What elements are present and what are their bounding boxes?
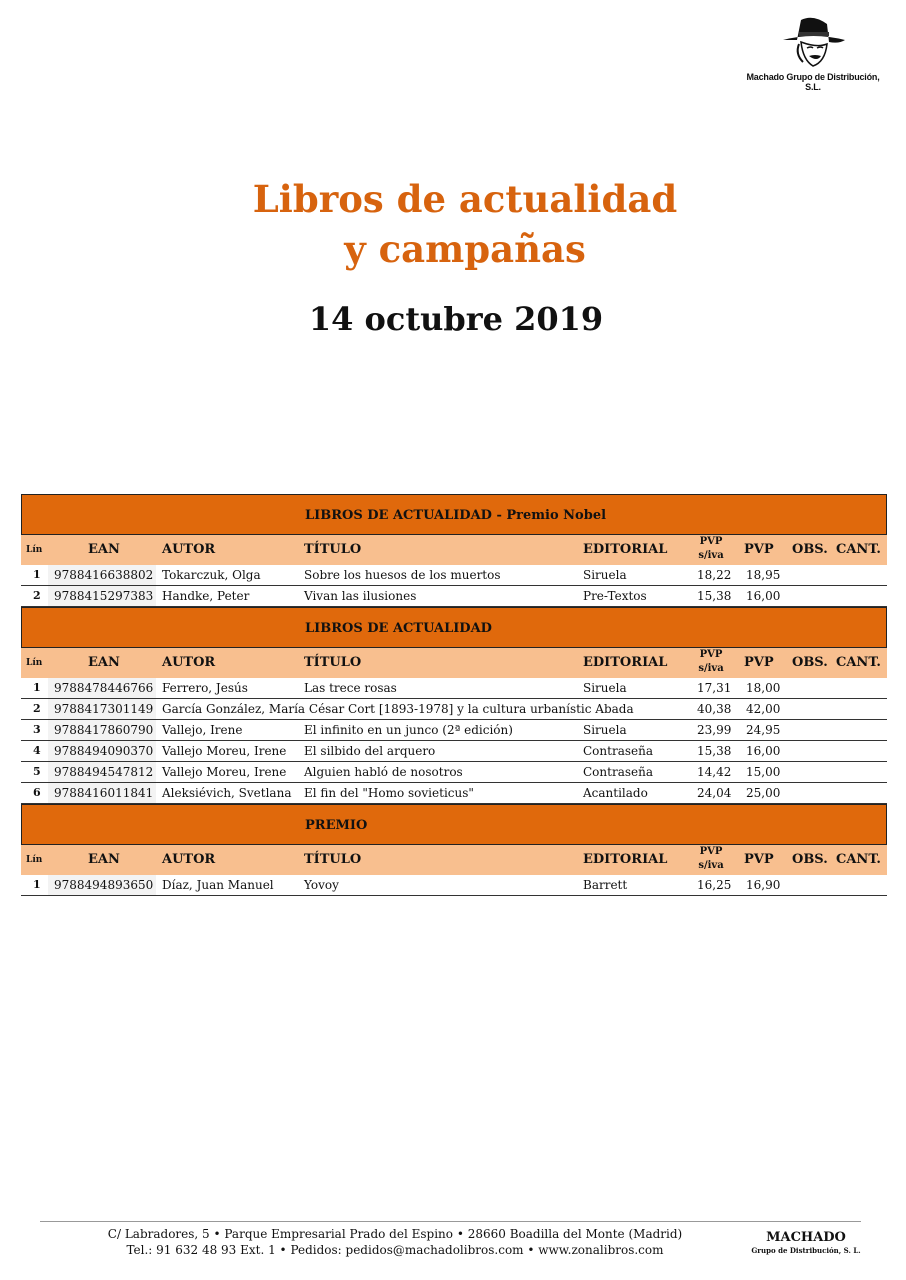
col-lin-header: Lín <box>26 658 43 668</box>
cell-autor: Vallejo Moreu, Irene <box>162 765 287 779</box>
col-pvp-siva-line-1: PVP <box>699 846 723 857</box>
cell-lin: 1 <box>33 878 41 891</box>
section-title: LIBROS DE ACTUALIDAD <box>305 621 492 636</box>
footer-divider <box>40 1221 861 1222</box>
table-row <box>21 875 887 896</box>
col-obs-header: OBS. <box>792 852 828 867</box>
catalog-tables <box>21 494 887 896</box>
cell-titulo: Las trece rosas <box>304 681 397 695</box>
section-title: PREMIO <box>305 818 368 833</box>
cell-lin: 1 <box>33 681 41 694</box>
cell-pvp-siva: 23,99 <box>697 723 732 737</box>
col-titulo-header: TÍTULO <box>304 655 362 670</box>
col-autor-header: AUTOR <box>162 542 216 557</box>
cell-editorial: Barrett <box>583 878 628 892</box>
cell-pvp-siva: 15,38 <box>697 744 732 758</box>
cell-ean: 9788478446766 <box>48 678 156 698</box>
table-row <box>21 741 887 762</box>
cell-editorial: Siruela <box>583 723 627 737</box>
cell-autor: Handke, Peter <box>162 589 250 603</box>
col-editorial-header: EDITORIAL <box>583 852 668 867</box>
col-pvp-siva-line-1: PVP <box>699 536 723 547</box>
cell-ean: 9788494547812 <box>48 762 156 782</box>
col-obs-header: OBS. <box>792 655 828 670</box>
cell-pvp-siva: 18,22 <box>697 568 732 582</box>
column-header-row <box>21 648 887 678</box>
column-header-row <box>21 845 887 875</box>
col-pvp-siva-header <box>695 535 727 563</box>
column-header-row <box>21 535 887 565</box>
cell-lin: 1 <box>33 568 41 581</box>
cell-ean: 9788416638802 <box>48 565 156 585</box>
cell-pvp-siva: 40,38 <box>697 702 732 716</box>
col-ean-header: EAN <box>88 852 120 867</box>
page-title <box>0 174 906 274</box>
col-pvp-siva-line-2: s/iva <box>698 860 724 871</box>
cell-pvp-siva: 16,25 <box>697 878 732 892</box>
cell-lin: 2 <box>33 589 41 602</box>
logo-caption: Machado Grupo de Distribución, S.L. <box>746 72 880 92</box>
col-ean-header: EAN <box>88 542 120 557</box>
cell-pvp: 16,00 <box>746 744 781 758</box>
table-row <box>21 565 887 586</box>
col-editorial-header: EDITORIAL <box>583 542 668 557</box>
cell-lin: 3 <box>33 723 41 736</box>
cell-pvp: 18,00 <box>746 681 781 695</box>
cell-autor: Díaz, Juan Manuel <box>162 878 274 892</box>
cell-ean: 9788415297383 <box>48 586 156 606</box>
col-pvp-siva-line-2: s/iva <box>698 663 724 674</box>
table-row <box>21 699 887 720</box>
cell-lin: 4 <box>33 744 41 757</box>
cell-lin: 5 <box>33 765 41 778</box>
col-titulo-header: TÍTULO <box>304 542 362 557</box>
cell-pvp: 42,00 <box>746 702 781 716</box>
cell-pvp-siva: 14,42 <box>697 765 732 779</box>
company-logo <box>738 10 888 94</box>
cell-titulo: El infinito en un junco (2ª edición) <box>304 723 513 737</box>
cell-autor: Aleksiévich, Svetlana <box>162 786 292 800</box>
table-row <box>21 720 887 741</box>
col-lin-header: Lín <box>26 545 43 555</box>
footer-contact: Tel.: 91 632 48 93 Ext. 1 • Pedidos: pedidos@machadolibros.com • www.zonalibros.com <box>126 1243 664 1257</box>
col-pvp-header: PVP <box>744 655 774 670</box>
col-obs-header: OBS. <box>792 542 828 557</box>
hat-man-logo-icon <box>773 10 853 72</box>
section-header <box>21 494 887 535</box>
cell-pvp: 18,95 <box>746 568 781 582</box>
cell-pvp-siva: 24,04 <box>697 786 732 800</box>
footer-brand-name: MACHADO <box>766 1230 846 1245</box>
cell-pvp: 16,90 <box>746 878 781 892</box>
col-cant-header: CANT. <box>836 852 881 867</box>
col-cant-header: CANT. <box>836 542 881 557</box>
section-title: LIBROS DE ACTUALIDAD - Premio Nobel <box>305 508 607 523</box>
col-lin-header: Lín <box>26 855 43 865</box>
cell-titulo: El silbido del arquero <box>304 744 436 758</box>
cell-editorial: Contraseña <box>583 744 653 758</box>
col-editorial-header: EDITORIAL <box>583 655 668 670</box>
section-header <box>21 607 887 648</box>
cell-editorial: Siruela <box>583 568 627 582</box>
cell-ean: 9788417301149 <box>48 699 156 719</box>
cell-editorial: Contraseña <box>583 765 653 779</box>
title-line-1: Libros de actualidad <box>252 177 678 221</box>
cell-pvp-siva: 17,31 <box>697 681 732 695</box>
cell-titulo: Alguien habló de nosotros <box>304 765 463 779</box>
cell-titulo: Sobre los huesos de los muertos <box>304 568 501 582</box>
footer-brand-subtitle: Grupo de Distribución, S. L. <box>751 1246 861 1255</box>
col-pvp-header: PVP <box>744 852 774 867</box>
col-autor-header: AUTOR <box>162 655 216 670</box>
cell-titulo: Yovoy <box>304 878 339 892</box>
col-pvp-siva-line-2: s/iva <box>698 550 724 561</box>
col-ean-header: EAN <box>88 655 120 670</box>
cell-pvp: 25,00 <box>746 786 781 800</box>
cell-pvp: 24,95 <box>746 723 781 737</box>
cell-lin: 6 <box>33 786 41 799</box>
footer-address: C/ Labradores, 5 • Parque Empresarial Prado del Espino • 28660 Boadilla del Monte (Madrid) <box>107 1227 683 1241</box>
footer-address-block <box>80 1226 710 1258</box>
table-row <box>21 586 887 607</box>
cell-autor: Vallejo, Irene <box>162 723 243 737</box>
table-row <box>21 678 887 699</box>
footer-brand <box>750 1230 862 1255</box>
table-row <box>21 783 887 804</box>
cell-editorial: Pre-Textos <box>583 589 647 603</box>
cell-pvp-siva: 15,38 <box>697 589 732 603</box>
cell-ean: 9788416011841 <box>48 783 156 803</box>
cell-ean: 9788494893650 <box>48 875 156 895</box>
cell-pvp: 15,00 <box>746 765 781 779</box>
col-pvp-siva-header <box>695 648 727 676</box>
cell-pvp: 16,00 <box>746 589 781 603</box>
section-header <box>21 804 887 845</box>
cell-titulo: Vivan las ilusiones <box>304 589 417 603</box>
cell-autor: Ferrero, Jesús <box>162 681 248 695</box>
col-pvp-siva-line-1: PVP <box>699 649 723 660</box>
cell-ean: 9788494090370 <box>48 741 156 761</box>
cell-editorial: Acantilado <box>583 786 648 800</box>
col-titulo-header: TÍTULO <box>304 852 362 867</box>
cell-lin: 2 <box>33 702 41 715</box>
page-date: 14 octubre 2019 <box>308 300 604 338</box>
title-line-2: y campañas <box>344 227 586 271</box>
col-cant-header: CANT. <box>836 655 881 670</box>
cell-autor: Tokarczuk, Olga <box>162 568 261 582</box>
col-pvp-siva-header <box>695 845 727 873</box>
cell-titulo: El fin del "Homo sovieticus" <box>304 786 474 800</box>
cell-autor: Vallejo Moreu, Irene <box>162 744 287 758</box>
cell-autor: García González, María César Cort [1893-1978] y la cultura urbanístic Abada <box>162 702 634 716</box>
col-autor-header: AUTOR <box>162 852 216 867</box>
col-pvp-header: PVP <box>744 542 774 557</box>
cell-ean: 9788417860790 <box>48 720 156 740</box>
table-row <box>21 762 887 783</box>
cell-editorial: Siruela <box>583 681 627 695</box>
